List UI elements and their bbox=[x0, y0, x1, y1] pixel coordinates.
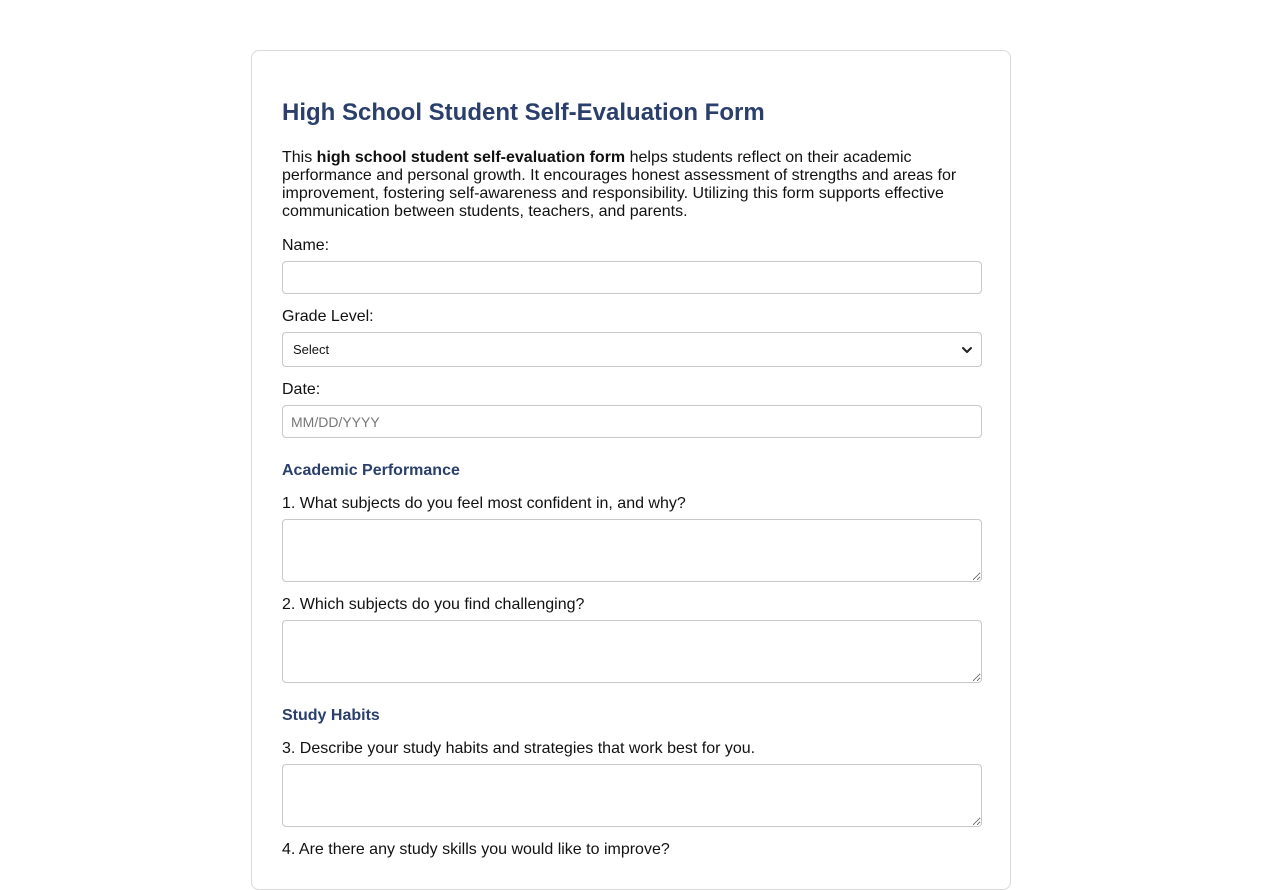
name-input[interactable] bbox=[282, 261, 982, 294]
date-label: Date: bbox=[282, 381, 321, 398]
section-heading-study-habits: Study Habits bbox=[282, 707, 380, 724]
grade-level-select[interactable] bbox=[282, 332, 982, 367]
grade-level-selected: Select bbox=[293, 342, 330, 357]
form-card bbox=[251, 50, 1011, 890]
page-title: High School Student Self-Evaluation Form bbox=[282, 99, 765, 126]
grade-level-label: Grade Level: bbox=[282, 308, 374, 325]
section-heading-academic-performance: Academic Performance bbox=[282, 462, 460, 479]
question-1-label: 1. What subjects do you feel most confident in, and why? bbox=[282, 495, 686, 512]
intro-suffix: helps students reflect on their academic performance and personal growth. It encourages honest assessment of strengths and areas for improvement, fostering self-awareness and responsibility. Utilizing this form supports effective communication between students, teachers, and parents. bbox=[282, 149, 957, 220]
question-1-textarea[interactable] bbox=[282, 519, 982, 582]
question-2-label: 2. Which subjects do you find challenging? bbox=[282, 596, 585, 613]
intro-bold: high school student self-evaluation form bbox=[316, 149, 626, 166]
question-3-textarea[interactable] bbox=[282, 764, 982, 827]
intro-prefix: This bbox=[282, 149, 317, 166]
date-input[interactable] bbox=[282, 405, 982, 438]
question-2-textarea[interactable] bbox=[282, 620, 982, 683]
intro-text bbox=[282, 149, 982, 221]
chevron-down-icon bbox=[961, 344, 973, 356]
question-3-label: 3. Describe your study habits and strategies that work best for you. bbox=[282, 740, 756, 757]
question-4-label: 4. Are there any study skills you would like to improve? bbox=[282, 841, 670, 858]
name-label: Name: bbox=[282, 237, 330, 254]
